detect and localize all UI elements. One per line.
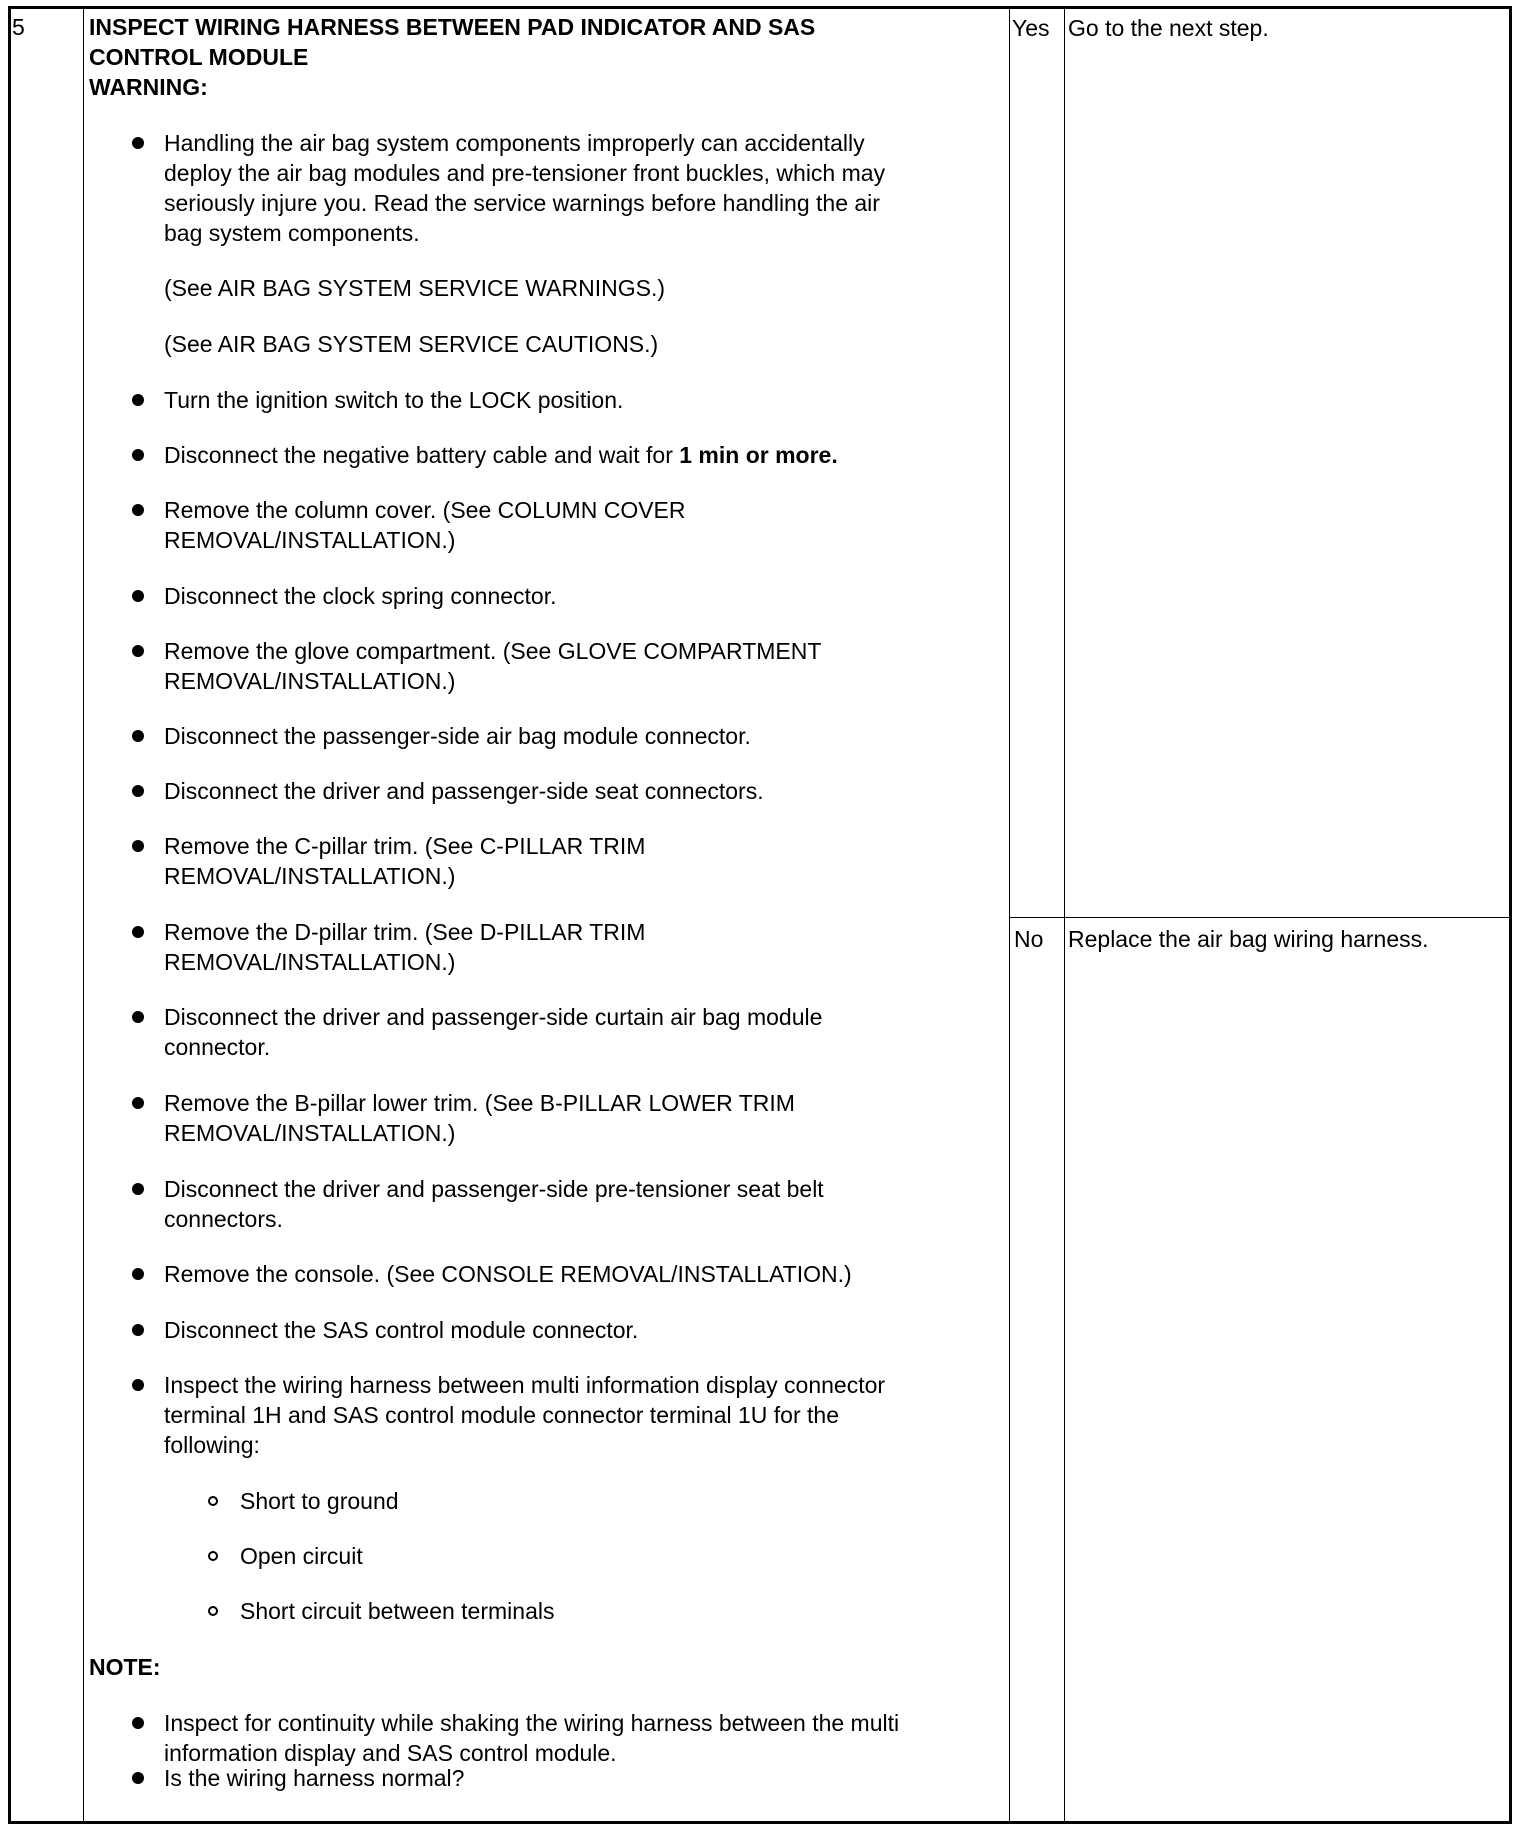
- note-item: Is the wiring harness normal?: [164, 1765, 465, 1791]
- bullet-icon: [132, 645, 144, 657]
- result-no-action: Replace the air bag wiring harness.: [1068, 926, 1429, 952]
- list-item: Remove the console. (See CONSOLE REMOVAL/INSTALLATION.): [164, 1261, 852, 1287]
- note-item-cont: information display and SAS control module.: [164, 1740, 617, 1766]
- bullet-icon: [132, 1717, 144, 1729]
- bullet-icon: [132, 449, 144, 461]
- see-warnings-link[interactable]: (See AIR BAG SYSTEM SERVICE WARNINGS.): [164, 275, 666, 301]
- list-item: Disconnect the SAS control module connector.: [164, 1317, 639, 1343]
- warning-text: bag system components.: [164, 220, 420, 246]
- list-item: Remove the C-pillar trim. (See C-PILLAR TRIM: [164, 833, 646, 859]
- list-item: Turn the ignition switch to the LOCK position.: [164, 387, 624, 413]
- warning-text: deploy the air bag modules and pre-tensioner front buckles, which may: [164, 160, 886, 186]
- list-item-cont: REMOVAL/INSTALLATION.): [164, 949, 456, 975]
- list-item-cont: following:: [164, 1432, 260, 1458]
- bullet-icon: [132, 1772, 144, 1784]
- list-item-cont: terminal 1H and SAS control module connector terminal 1U for the: [164, 1402, 839, 1428]
- sub-list-item: Short circuit between terminals: [240, 1598, 555, 1624]
- list-item: Disconnect the clock spring connector.: [164, 583, 557, 609]
- bullet-icon: [132, 926, 144, 938]
- list-item: Remove the glove compartment. (See GLOVE COMPARTMENT: [164, 638, 822, 664]
- sub-list-item: Short to ground: [240, 1488, 399, 1514]
- warning-label: WARNING:: [89, 74, 208, 100]
- note-item: Inspect for continuity while shaking the wiring harness between the multi: [164, 1710, 900, 1736]
- column-divider-result: [1064, 9, 1065, 1821]
- wait-time: 1 min or more.: [679, 442, 838, 468]
- step-number: 5: [12, 14, 25, 40]
- step-title-cont: CONTROL MODULE: [89, 44, 309, 70]
- list-item: Disconnect the driver and passenger-side seat connectors.: [164, 778, 764, 804]
- list-item-cont: connectors.: [164, 1206, 283, 1232]
- bullet-icon: [132, 730, 144, 742]
- list-item-cont: REMOVAL/INSTALLATION.): [164, 1120, 456, 1146]
- list-item: Remove the column cover. (See COLUMN COVER: [164, 497, 686, 523]
- warning-text: seriously injure you. Read the service warnings before handling the air: [164, 190, 880, 216]
- sub-list-item: Open circuit: [240, 1543, 363, 1569]
- list-item-cont: REMOVAL/INSTALLATION.): [164, 527, 456, 553]
- bullet-icon: [132, 785, 144, 797]
- bullet-icon: [132, 1268, 144, 1280]
- list-item: Inspect the wiring harness between multi information display connector: [164, 1372, 886, 1398]
- step-title: INSPECT WIRING HARNESS BETWEEN PAD INDICATOR AND SAS: [89, 14, 816, 40]
- bullet-icon: [132, 1097, 144, 1109]
- list-item: Disconnect the driver and passenger-side pre-tensioner seat belt: [164, 1176, 824, 1202]
- list-item: Disconnect the driver and passenger-side curtain air bag module: [164, 1004, 823, 1030]
- list-item: Remove the D-pillar trim. (See D-PILLAR TRIM: [164, 919, 646, 945]
- bullet-icon: [132, 1011, 144, 1023]
- list-item-cont: REMOVAL/INSTALLATION.): [164, 668, 456, 694]
- bullet-icon: [132, 840, 144, 852]
- list-item-cont: connector.: [164, 1034, 271, 1060]
- column-divider-procedure: [1009, 9, 1010, 1821]
- bullet-icon: [132, 504, 144, 516]
- warning-text: Handling the air bag system components improperly can accidentally: [164, 130, 865, 156]
- list-item: Disconnect the negative battery cable and wait for 1 min or more.: [164, 442, 838, 468]
- bullet-icon: [132, 1324, 144, 1336]
- sub-bullet-icon: [208, 1496, 218, 1506]
- note-label: NOTE:: [89, 1654, 161, 1680]
- sub-bullet-icon: [208, 1606, 218, 1616]
- sub-bullet-icon: [208, 1551, 218, 1561]
- result-yes-label: Yes: [1012, 15, 1050, 41]
- bullet-icon: [132, 394, 144, 406]
- bullet-icon: [132, 1183, 144, 1195]
- bullet-icon: [132, 1379, 144, 1391]
- list-item: Remove the B-pillar lower trim. (See B-PILLAR LOWER TRIM: [164, 1090, 795, 1116]
- list-item: Disconnect the passenger-side air bag module connector.: [164, 723, 751, 749]
- see-cautions-link[interactable]: (See AIR BAG SYSTEM SERVICE CAUTIONS.): [164, 331, 659, 357]
- result-no-label: No: [1014, 926, 1044, 952]
- bullet-icon: [132, 590, 144, 602]
- result-row-divider: [1009, 917, 1509, 918]
- column-divider-step: [83, 9, 84, 1821]
- list-item-cont: REMOVAL/INSTALLATION.): [164, 863, 456, 889]
- bullet-icon: [132, 137, 144, 149]
- result-yes-action: Go to the next step.: [1068, 15, 1269, 41]
